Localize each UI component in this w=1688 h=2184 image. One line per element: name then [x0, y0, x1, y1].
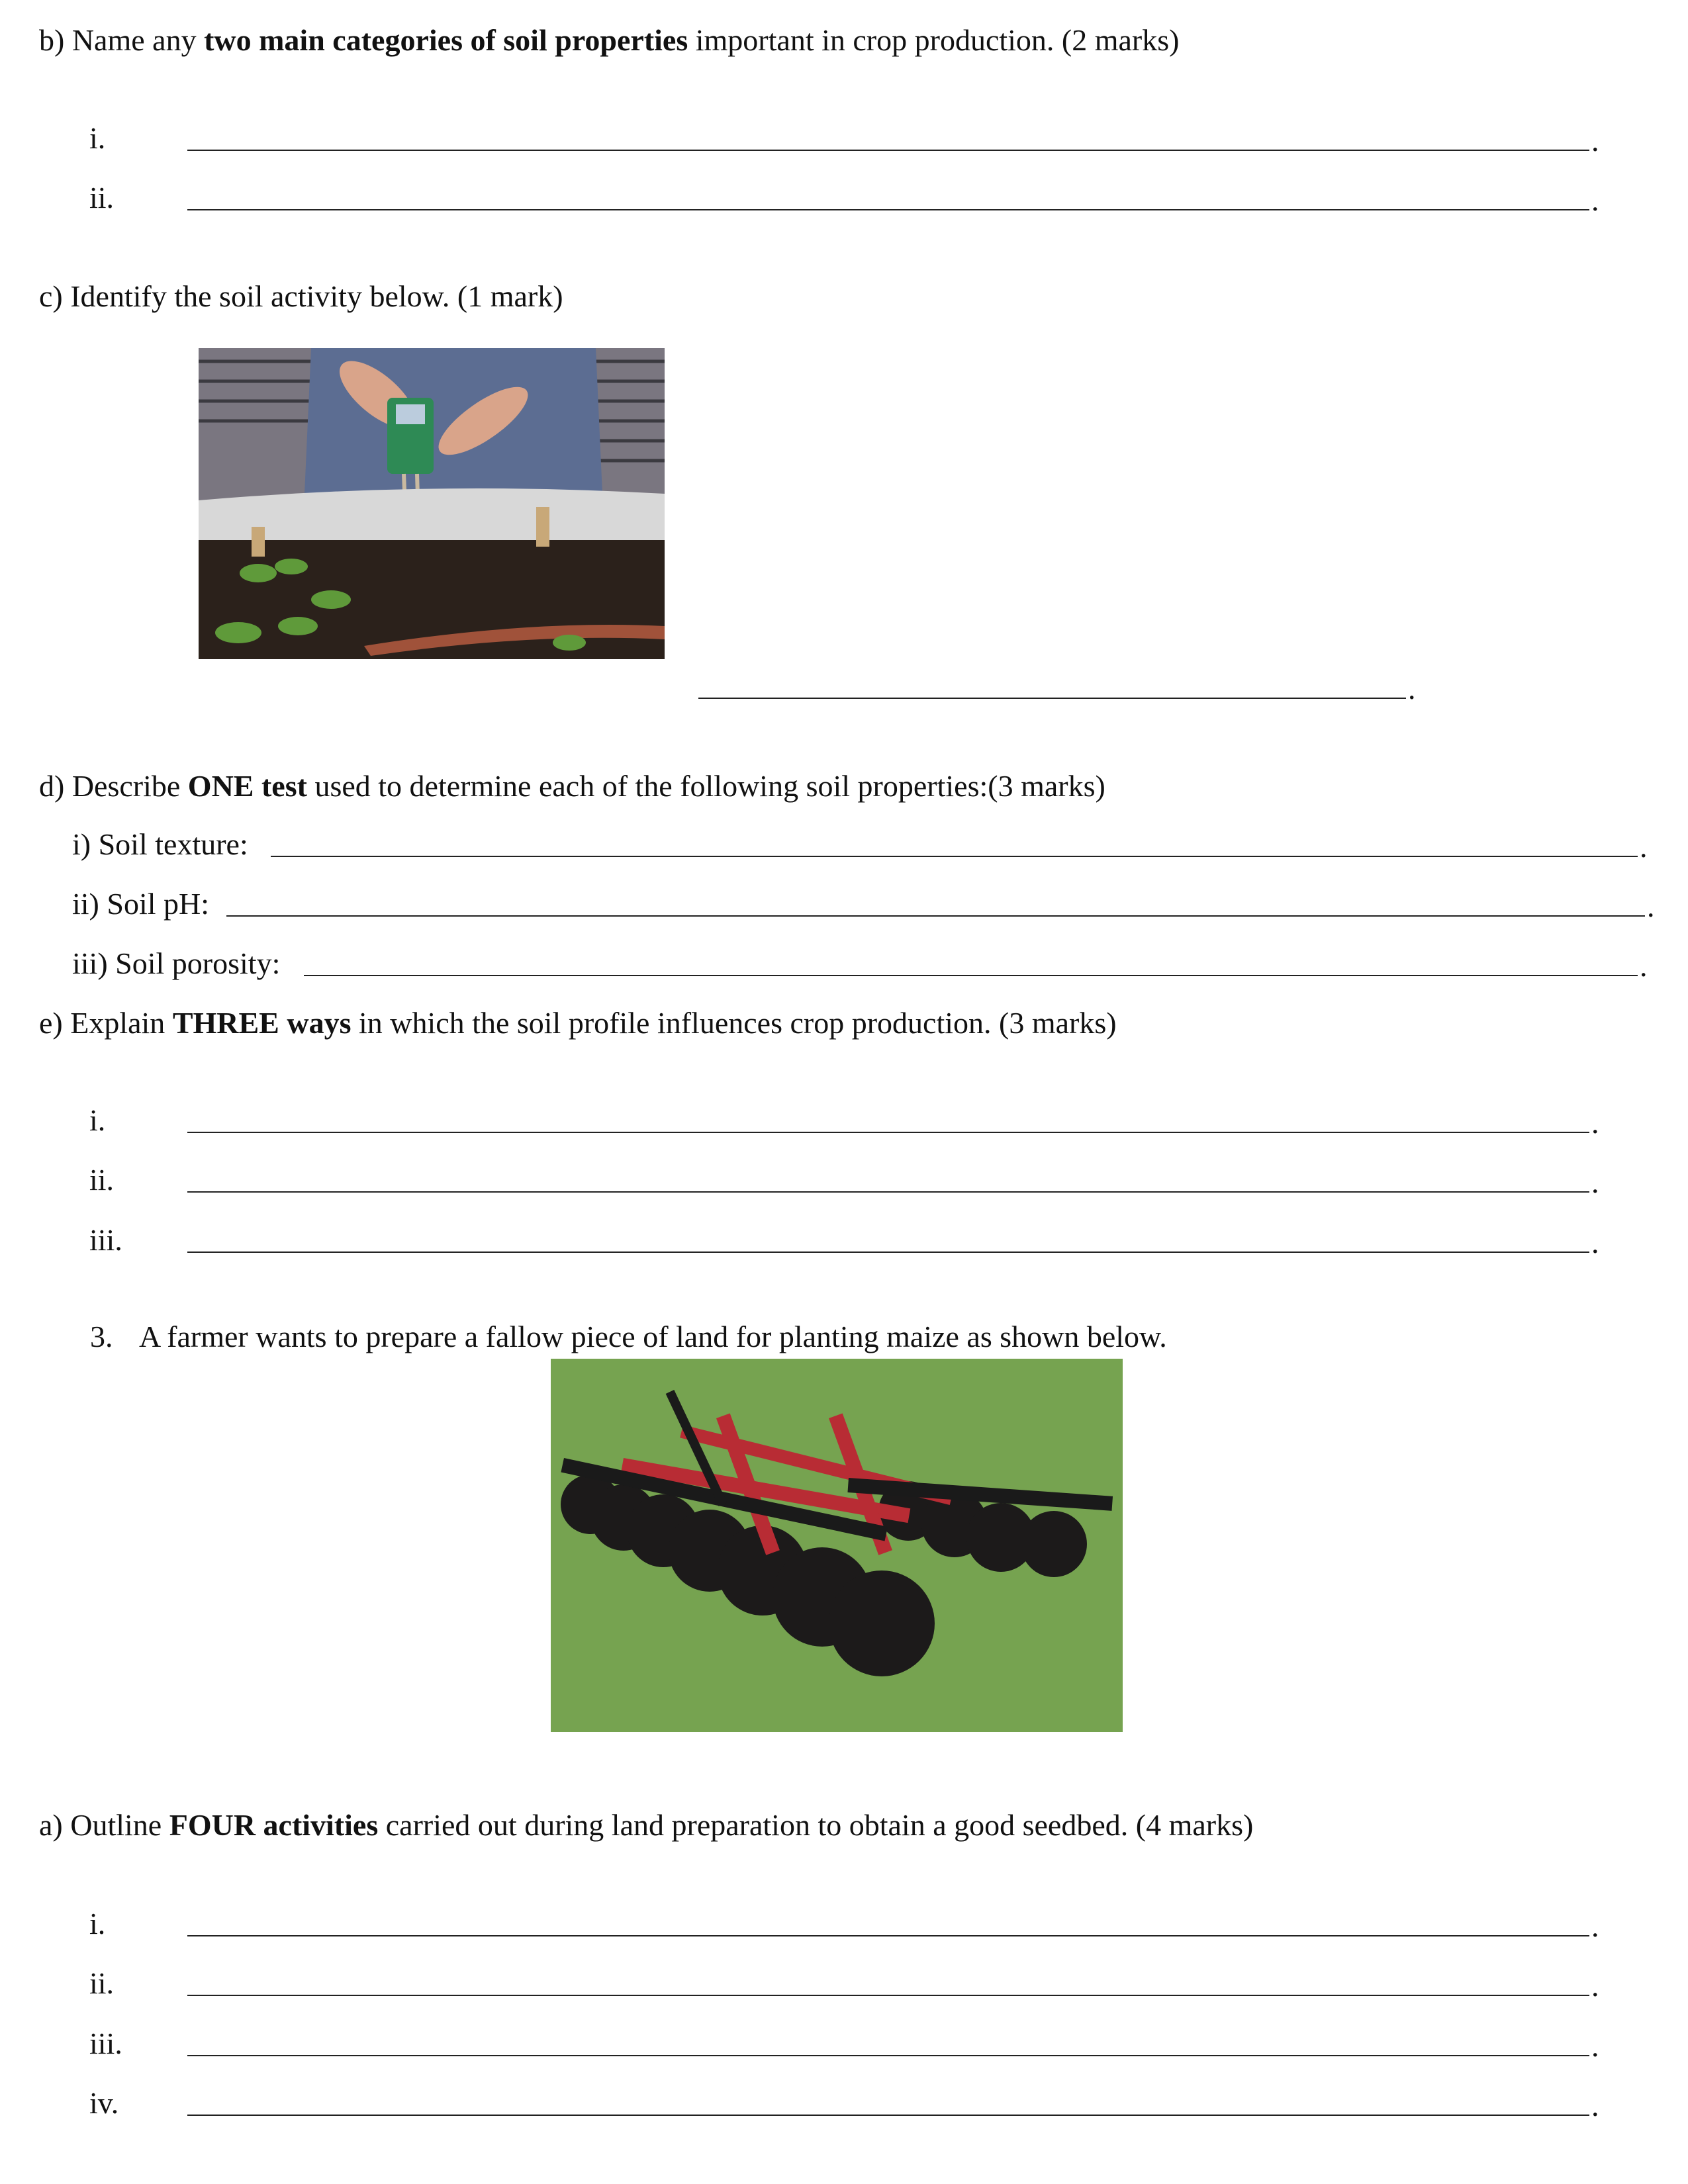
answer-line[interactable]	[226, 915, 1645, 917]
q-text: used to determine each of the following soil properties:(3 marks)	[306, 769, 1105, 803]
item-label: ii) Soil pH:	[72, 887, 210, 921]
answer-line[interactable]	[698, 698, 1406, 699]
q-text: in which the soil profile influences crop production. (3 marks)	[351, 1006, 1117, 1040]
q-bold: two main categories of soil properties	[204, 23, 688, 57]
item-label: ii.	[89, 1966, 115, 2000]
dot: .	[1591, 1165, 1599, 1199]
answer-line[interactable]	[187, 150, 1589, 151]
answer-line[interactable]	[271, 856, 1638, 857]
q-bold: THREE ways	[172, 1006, 352, 1040]
item-label: ii.	[89, 1163, 115, 1197]
q-bold: ONE test	[187, 769, 307, 803]
answer-line[interactable]	[187, 2115, 1589, 2116]
photo-graphic	[551, 1359, 1123, 1732]
dot: .	[1591, 1909, 1599, 1943]
question-3a	[39, 1810, 1253, 1841]
dot: .	[1591, 1226, 1599, 1259]
answer-line[interactable]	[187, 1132, 1589, 1133]
answer-line[interactable]	[187, 1995, 1589, 1996]
item-label: iv.	[89, 2086, 119, 2120]
item-label: iii.	[89, 2026, 122, 2060]
question-2c: c) Identify the soil activity below. (1 mark)	[39, 279, 563, 313]
dot: .	[1591, 124, 1599, 158]
answer-line[interactable]	[187, 1191, 1589, 1193]
dot: .	[1640, 949, 1648, 983]
dot: .	[1640, 830, 1648, 864]
question-2d	[39, 771, 1105, 801]
answer-line[interactable]	[187, 2055, 1589, 2056]
dot: .	[1591, 1106, 1599, 1140]
q-text: a) Outline	[39, 1808, 169, 1842]
q-text: b) Name any	[39, 23, 205, 57]
question-number: 3.	[90, 1320, 113, 1353]
q-text: e) Explain	[39, 1006, 173, 1040]
item-label: i.	[89, 1907, 106, 1940]
dot: .	[1647, 889, 1655, 923]
answer-line[interactable]	[187, 1251, 1589, 1253]
item-label: i) Soil texture:	[72, 827, 248, 861]
soil-ph-meter-photo	[199, 348, 665, 659]
question-2b	[39, 25, 1179, 56]
answer-line[interactable]	[304, 975, 1638, 976]
item-label: iii.	[89, 1223, 122, 1257]
dot: .	[1591, 2029, 1599, 2063]
answer-line[interactable]	[187, 209, 1589, 210]
question-3: A farmer wants to prepare a fallow piece of land for planting maize as shown below.	[139, 1320, 1167, 1353]
disc-harrow-photo	[551, 1359, 1123, 1732]
dot: .	[1591, 1969, 1599, 2003]
q-text: carried out during land preparation to obtain a good seedbed. (4 marks)	[378, 1808, 1254, 1842]
item-label: i.	[89, 121, 106, 155]
item-label: ii.	[89, 181, 115, 214]
q-text: d) Describe	[39, 769, 188, 803]
q-text: important in crop production. (2 marks)	[688, 23, 1180, 57]
answer-line[interactable]	[187, 1935, 1589, 1936]
question-2e	[39, 1008, 1117, 1038]
photo-graphic	[199, 348, 665, 659]
item-label: iii) Soil porosity:	[72, 946, 281, 980]
dot: .	[1408, 672, 1416, 705]
dot: .	[1591, 2089, 1599, 2122]
item-label: i.	[89, 1103, 106, 1137]
dot: .	[1591, 183, 1599, 217]
q-bold: FOUR activities	[169, 1808, 379, 1842]
